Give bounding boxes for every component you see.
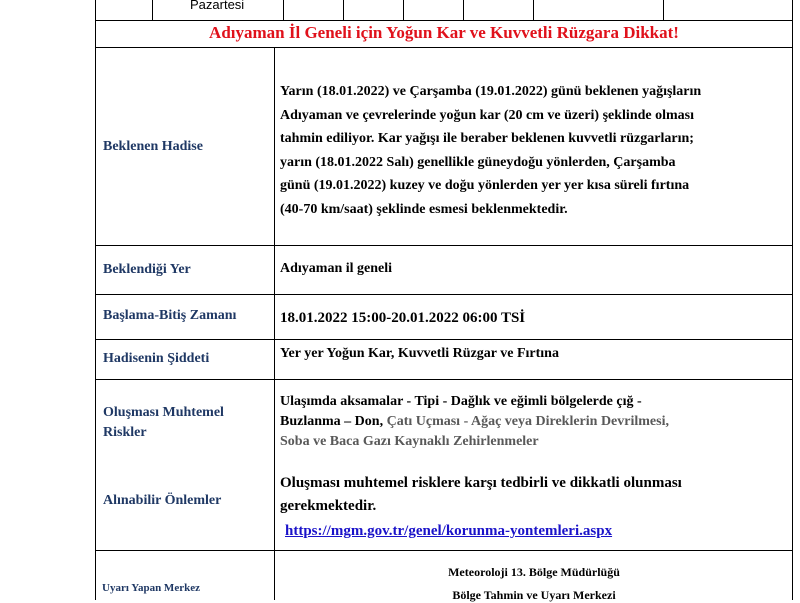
- row-divider: [95, 339, 793, 340]
- risks-line: [280, 412, 669, 432]
- event-line: (40-70 km/saat) şeklinde esmesi beklenmektedir.: [280, 201, 568, 217]
- table-right-border: [792, 0, 793, 600]
- event-description: [280, 80, 790, 221]
- row-divider: [95, 20, 793, 21]
- row-divider: [95, 245, 793, 246]
- top-row-divider: [152, 0, 153, 20]
- center-line: Meteoroloji 13. Bölge Müdürlüğü: [448, 565, 620, 579]
- day-label: Pazartesi: [190, 0, 245, 12]
- risks-text-black: Buzlanma – Don,: [280, 414, 387, 429]
- severity-label: Hadisenin Şiddeti: [103, 351, 210, 366]
- place-value: Adıyaman il geneli: [280, 261, 393, 276]
- measures-value: [280, 472, 682, 543]
- warning-title: Adıyaman İl Geneli için Yoğun Kar ve Kuvvetli Rüzgara Dikkat!: [209, 23, 679, 42]
- event-line: yarın (18.01.2022 Salı) genellikle güneydoğu yönlerden, Çarşamba: [280, 154, 676, 170]
- time-value: 18.01.2022 15:00-20.01.2022 06:00 TSİ: [280, 310, 526, 326]
- event-line: günü (19.01.2022) kuzey ve doğu yönlerden yer yer kısa süreli fırtına: [280, 178, 690, 193]
- risks-label: [103, 403, 224, 443]
- risks-label-line: Oluşması Muhtemel: [103, 405, 224, 420]
- place-label: Beklendiği Yer: [103, 262, 191, 277]
- top-row-divider: [463, 0, 464, 20]
- center-line: Bölge Tahmin ve Uyarı Merkezi: [452, 588, 616, 602]
- severity-value: Yer yer Yoğun Kar, Kuvvetli Rüzgar ve Fırtına: [280, 346, 559, 361]
- event-label: Beklenen Hadise: [103, 139, 203, 154]
- table-left-border: [95, 0, 96, 600]
- row-divider: [95, 550, 793, 551]
- row-divider: [95, 294, 793, 295]
- risks-line: Ulaşımda aksamalar - Tipi - Dağlık ve eğimli bölgelerde çığ -: [280, 394, 642, 409]
- protection-methods-link[interactable]: https://mgm.gov.tr/genel/korunma-yontemleri.aspx: [285, 523, 613, 539]
- row-divider: [95, 379, 793, 380]
- event-line: Adıyaman ve çevrelerinde yoğun kar (20 cm ve üzeri) şeklinde olması: [280, 107, 694, 123]
- event-line: tahmin ediliyor. Kar yağışı ile beraber beklenen kuvvetli rüzgarların;: [280, 131, 694, 146]
- measures-line: Oluşması muhtemel risklere karşı tedbirli ve dikkatli olunması: [280, 475, 682, 491]
- row-divider: [95, 47, 793, 48]
- risks-label-line: Riskler: [103, 425, 147, 440]
- center-label: Uyarı Yapan Merkez: [102, 582, 200, 594]
- top-row-divider: [343, 0, 344, 20]
- column-divider: [274, 47, 275, 600]
- top-row-divider: [663, 0, 664, 20]
- risks-text-gray: Çatı Uçması - Ağaç veya Direklerin Devrilmesi,: [386, 414, 669, 429]
- event-line: Yarın (18.01.2022) ve Çarşamba (19.01.2022) günü beklenen yağışların: [280, 84, 702, 99]
- top-row-divider: [403, 0, 404, 20]
- measures-line: gerekmektedir.: [280, 498, 377, 514]
- time-label: Başlama-Bitiş Zamanı: [103, 308, 237, 323]
- measures-label: Alınabilir Önlemler: [103, 493, 222, 508]
- top-row-divider: [533, 0, 534, 20]
- risks-line: Soba ve Baca Gazı Kaynaklı Zehirlenmeler: [280, 434, 539, 449]
- risks-value: [280, 392, 669, 452]
- top-row-divider: [283, 0, 284, 20]
